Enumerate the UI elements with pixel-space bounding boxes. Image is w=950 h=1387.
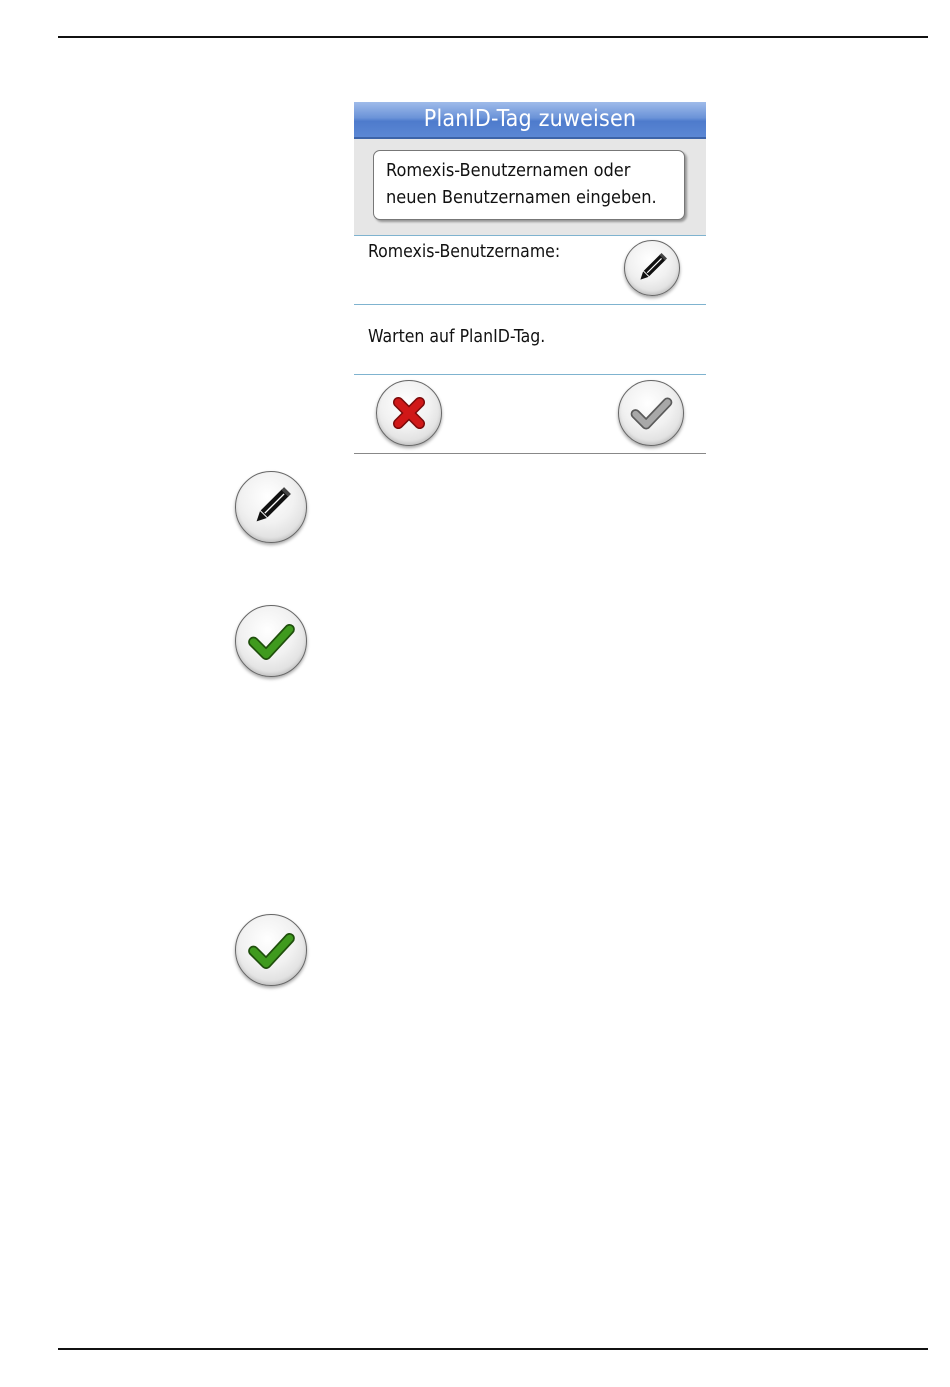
username-label: Romexis-Benutzername: <box>368 242 561 262</box>
divider <box>354 235 706 236</box>
edit-button-illustration <box>235 471 307 543</box>
prompt-line-2: neuen Benutzernamen eingeben. <box>386 187 657 208</box>
divider <box>354 374 706 375</box>
confirm-button-illustration <box>235 605 307 677</box>
footer-rule <box>58 1348 928 1350</box>
gray-checkmark-icon <box>619 381 683 445</box>
prompt-area <box>354 139 706 235</box>
pencil-icon <box>625 241 679 295</box>
green-checkmark-icon <box>236 915 306 985</box>
planid-dialog <box>354 102 706 454</box>
header-rule <box>58 36 928 38</box>
prompt-line-1: Romexis-Benutzernamen oder <box>386 160 631 181</box>
dialog-title: PlanID-Tag zuweisen <box>354 102 706 139</box>
green-checkmark-icon <box>236 606 306 676</box>
confirm-button-illustration <box>235 914 307 986</box>
divider <box>354 304 706 305</box>
confirm-button-disabled[interactable] <box>618 380 684 446</box>
pencil-icon <box>236 472 306 542</box>
cancel-button[interactable] <box>376 380 442 446</box>
red-x-icon <box>377 381 441 445</box>
edit-username-button[interactable] <box>624 240 680 296</box>
prompt-message <box>373 150 685 220</box>
status-text: Warten auf PlanID-Tag. <box>368 327 546 347</box>
dialog-bottom-border <box>354 453 706 454</box>
